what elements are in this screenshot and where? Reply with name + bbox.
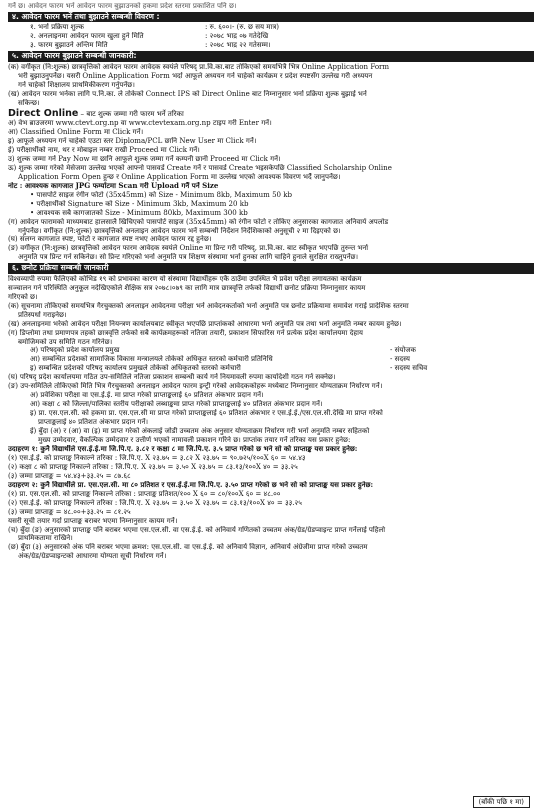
deadline-row <box>8 41 534 50</box>
s6-chha-line-2: अंक/ग्रेड/ग्रेडप्वाइन्टको आधारमा योग्यता सूची निर्धारण गर्ने। <box>18 552 167 561</box>
example-2-line: (२) एस.ई.ई. को प्राप्ताङ्क निकाल्ने तरिका : जि.पि.ए. X २३.७५ = ३.५० X २३.७५ = ८३.१३/१००X ४० = ३३.२५ <box>8 498 302 507</box>
step-i: इ) आफूले अध्ययन गर्न चाहेको एउटा स्तर Diploma/PCL छानि New User मा Click गर्ने। <box>8 136 257 145</box>
section-4-heading: ४. आवेदन फारम भर्ने तथा बुझाउने सम्बन्धी विवरण : <box>8 12 534 23</box>
deadline-value: : २०७८ भाद्र २२ गतेसम्म। <box>205 40 271 50</box>
committee-role: - सदस्य सचिव <box>390 363 428 373</box>
s5-nga-line-1: (ङ) वर्गीकृत (नि:शुल्क) छात्रवृत्तिको आवेदन फारम आवेदक स्वयंले Online मा प्रिन्ट गरी परिषद्, प्रा.वि.का. बाट स्वीकृत भएपछि तुरुन्त भर्ना <box>8 244 369 253</box>
s5-ga-line-1: (ग) आवेदन फारामको माध्यमबाट हालसालै खिचिएको पासपोर्ट साइज (35x45mm) को रंगीन फोटो र तोकिए अनुसारका कागजात अनिवार्य अपलोड <box>8 217 389 226</box>
direct-online-title <box>8 108 534 120</box>
step-a: अ) वेभ ब्राउजरमा www.ctevt.org.np वा www.ctevtexam.org.np टाइप गरी Enter गर्ने। <box>8 119 272 128</box>
open-date-label: २. अनलाइनमा आवेदन फारम खुला हुने मिति <box>30 32 144 41</box>
committee-row-secretary <box>8 364 534 373</box>
committee-row-member <box>8 355 534 364</box>
s5-gha-line: (घ) संलग्न कागजात स्पष्ट, फोटो र कागजात स्पष्ट नभए आवेदन फारम रद्द हुनेछ। <box>8 235 212 244</box>
example-2-line: (३) जम्मा प्राप्ताङ्क = ४८.००+३३.२५ = ८१.२५ <box>8 507 131 516</box>
s6-gha-line: (घ) परिषद् प्रदेश कार्यालयमा गठित उप-समितिले नतिजा प्रकाशन सम्बन्धी कार्य गर्न नियमावली रुपमा कार्यादेशी गठन गर्न सक्नेछ। <box>8 373 336 382</box>
fee-value: : रु. ६००।- (रु. छ सय मात्र) <box>205 22 279 32</box>
s6-cha-line-1: (च) बुँदा (ङ) अनुसारको प्राप्ताङ्क पनि बराबर भएमा एस.एल.सी. वा एस.ई.ई. को अनिवार्य गणितको उच्चतम अंक/ग्रेड/ग्रेडप्वाइन्ट प्राप्त गर्नेलाई पहिलो <box>8 525 386 534</box>
committee-row-convener <box>8 346 534 355</box>
step-u: उ) शुल्क जम्मा गर्न Pay Now मा छानि आफूले शुल्क जम्मा गर्ने कम्पनी छानी Proceed मा Click गर्ने। <box>8 154 281 163</box>
s6-cha-line-2: प्राथमिकतामा राखिने। <box>18 534 73 543</box>
upload-note: नोट : आवश्यक कागजात JPG फर्म्याटमा Scan गरी Upload गर्नै पर्ने Size <box>8 181 219 190</box>
direct-online-label: Direct Online <box>8 107 79 119</box>
example-2-title: उदाहरण २: कुनै विद्यार्थीले प्रा. एस.एल.सी. मा ८० प्रतिशत र एस.ई.ई.मा जि.पि.ए. ३.५० प्राप्त गरेको छ भने सो को प्राप्ताङ्क यस प्रकार हुनेछ: <box>8 480 374 489</box>
committee-member: आ) सम्बन्धित प्रदेशको सामाजिक विकास मन्त्रालयले तोकेको अधिकृत स्तरको कर्मचारी प्रतिनिधि <box>30 355 273 364</box>
example-1-line: (१) एस.ई.ई. को प्राप्ताङ्क निकाल्ने तरिका : जि.पि.ए. X २३.७५ = ३.८२ X २३.७५ = ९०.७२५/१००X ६० = ५४.४३ <box>8 453 306 462</box>
example-1-line: (२) कक्षा ८ को प्राप्ताङ्क निकाल्ने तरिका : जि.पि.ए. X २३.७५ = ३.५० X २३.७५ = ८३.१३/१००X ४० = ३३.२५ <box>8 462 298 471</box>
fee-row <box>8 23 534 32</box>
committee-member: अ) परिषद्को प्रदेश कार्यालय प्रमुख <box>30 346 120 355</box>
open-date-row <box>8 32 534 41</box>
documents-size-bullet: • आवश्यक सबै कागजातको Size - Minimum 80kb, Maximum 300 kb <box>30 208 248 217</box>
s5-kha-line-2: सकिन्छ। <box>18 98 40 107</box>
tie-rule-line: यसरी सूची तयार गर्दा प्राप्ताङ्क बराबर भएमा निम्नानुसार कायम गर्ने। <box>8 516 178 525</box>
step-uu: ऊ) शुल्क जम्मा गरेको मेसेजमा उल्लेख भएको आफ्नो पासवर्ड Create गर्ने र पासवर्ड Create भइसकेपछि Classified Scholarship Online <box>8 163 392 172</box>
section-5-heading: ५. आवेदन फारम बुझाउने सम्बन्धी जानकारी: <box>8 51 534 62</box>
committee-role: - संयोजक <box>390 345 416 355</box>
s5-kha-line-1: (ख) आवेदन फारम भर्नका लागि प.नि.का. ले तोकेको Connect IPS को Direct Online बाट निम्नानुसार भर्ना प्रक्रिया शुल्क बुझाई भर्न <box>8 89 367 98</box>
top-partial-line: गर्ने छ। आवेदन फारम भर्न आवेदन फारम बुझाउनको हकमा प्रदेश स्तरमा प्रकाशित पनि छ। <box>8 2 237 10</box>
example-2-line: (१) प्रा. एस.एल.सी. को प्राप्ताङ्क निकाल्ने तरिका : प्राप्ताङ्क प्रतिशत/१०० X ६० = ८०/१००X ६० = ४८.०० <box>8 489 281 498</box>
section-6-heading: ६. छनोट प्रक्रिया सम्बन्धी जानकारी <box>8 263 534 274</box>
s5-nga-line-2: अनुमति पत्र प्रिन्ट गर्न सकिनेछ। सो प्रिन्ट गरिएको भर्ना अनुमति पत्र शिक्षण संस्थामा भर्ना हुनका लागि चाहिने हुनाले सुरक्षित राख्नुपर्नेछ। <box>18 253 359 262</box>
s6-ga-line-1: (ग) डिप्लोमा तथा प्रमाणपत्र तहको छात्रवृत्ति तर्फको सबै कार्यक्रमहरूको नतिजा तयारी, प्रकाशन सिफारिस गर्न प्रत्येक प्रदेश कार्यालयमा देहाय <box>8 328 363 337</box>
committee-role: - सदस्य <box>390 354 410 364</box>
criteria-ii-cont: मुख्य उम्मेदवार, वैकल्पिक उम्मेदवार र उत्तीर्ण भएको नामावली प्रकाशन गरिने छ। प्राप्तांक तयार गर्ने तरिका यस प्रकार हुनेछ: <box>38 435 351 444</box>
s6-intro-line-1: विश्वव्यापी रुपमा फैलिएको कोभिड १९ को प्रभावका कारण यो संस्थामा विद्यार्थीहरू एकै ठाउँमा उपस्थित भै प्रवेश परीक्षा लगायतका कार्यक्रम <box>8 274 362 283</box>
example-1-title: उदाहरण १: कुनै विद्यार्थीले एस.ई.ई.मा जि.पि.ए. ३.८२ र कक्षा ८ मा जि.पि.ए. ३.५ प्राप्त गरेको छ भने सो को प्राप्ताङ्क यस प्रकार हुनेछ: <box>8 444 358 453</box>
s5-ka-line-2: भरी बुझाउनुपर्नेछ। यसरी Online Application Form भर्दा आफूले अध्ययन गर्न चाहेको कार्यक्रम र प्रदेश स्पष्टसँग उल्लेख गरी अध्ययन <box>18 71 373 80</box>
criteria-i: इ) प्रा. एस.एल.सी. को हकमा प्रा. एस.एल.सी मा प्राप्त गरेको प्राप्ताङ्कलाई ६० प्रतिशत अंकभार र एस.ई.ई./एस.एल.सी.देखि मा प्राप्त गरेको <box>30 409 383 418</box>
s5-ka-line-1: (क) वर्गीकृत (नि:शुल्क) छात्रवृत्तिको आवेदन फारम आवेदक स्वयंले परिषद् प्रा.वि.का.बाट तोकिएको समयभित्रै भित्र Online Application Form <box>8 62 390 71</box>
deadline-label: ३. फारम बुझाउने अन्तिम मिति <box>30 41 108 50</box>
continued-footer: (बाँकी पछि १ मा) <box>473 796 530 808</box>
example-1-line: (३) जम्मा प्राप्ताङ्क = ५४.४३+३३.२५ = ८७.६८ <box>8 471 131 480</box>
s6-intro-line-3: गरिएको छ। <box>8 292 38 301</box>
criteria-i-cont: प्राप्ताङ्कलाई ४० प्रतिशत अंकभार प्रदान गर्ने। <box>38 418 149 427</box>
step-ii: ई) परीक्षार्थीको नाम, थर र मोबाइल नम्बर राखी Proceed मा Click गर्ने। <box>8 145 200 154</box>
s5-ga-line-2: गर्नुपर्नेछ। वर्गीकृत (नि:शुल्क) छात्रवृत्तिको अनलाइन आवेदन फारम भर्ने सम्बन्धी निर्देशन निर्देशिकाको अनुसूची २ मा दिइएको छ। <box>18 226 341 235</box>
committee-member: इ) सम्बन्धित प्रदेशको परिषद् कार्यालय प्रमुखले तोकेको अधिकृतको स्तरको कर्मचारी <box>30 364 241 373</box>
criteria-aa: आ) कक्षा ८ को जिल्ला/पालिका स्तरीय परीक्षाको लब्धाङ्कमा प्राप्त गरेको प्राप्ताङ्कलाई ४० प्रतिशत अंकभार प्रदान गर्ने। <box>30 400 323 409</box>
criteria-a: अ) प्रवेशिका परीक्षा वा एस.ई.ई. मा प्राप्त गरेको प्राप्ताङ्कलाई ६० प्रतिशत अंकभार प्रदान गर्ने। <box>30 391 264 400</box>
s6-ka-line-1: (क) सूचनामा तोकिएको समयभित्र गैरचुक्तको अनलाइन आवेदनमा परीक्षा भर्न आवेदनकर्ताको भर्ना अनुमति पत्र छनोट प्रक्रियामा समावेश गराई प्रादेशिक स्तरमा <box>8 301 409 310</box>
photo-size-bullet: • पासपोर्ट साइज रंगीन फोटो (35x45mm) को Size - Minimum 8kb, Maximum 50 kb <box>30 190 293 199</box>
s6-kha-line: (ख) अनलाइनमा भरेको आवेदन परीक्षा नियन्त्रण कार्यालयबाट स्वीकृत भएपछि प्राप्तांकको आधारमा भर्ना अनुमति पत्र तथा भर्ना अनुमति नम्बर कायम हुनेछ। <box>8 319 402 328</box>
s6-intro-line-2: सञ्चालन गर्न परिस्थिति अनुकूल नदेखिएकोले शैक्षिक सत्र २०७८।०७९ का लागि मात्र छात्रवृत्ति तर्फको विद्यार्थी छनोट प्रक्रिया निम्नानुसार कायम <box>8 283 366 292</box>
fee-label: १. भर्ना प्रक्रिया शुल्क <box>30 23 84 32</box>
step-uu-cont: Application Form Open हुन्छ र Online Application Form मा उल्लेख भएको आवश्यक विवरण भर्दै जानुपर्नेछ। <box>18 172 341 181</box>
s6-ka-line-2: प्रतिस्पर्धा गराइनेछ। <box>18 310 67 319</box>
signature-size-bullet: • परीक्षार्थीको Signature को Size - Minimum 3kb, Maximum 20 kb <box>30 199 249 208</box>
s6-ga-line-2: बमोजिमको उप समिति गठन गरिनेछ। <box>18 337 113 346</box>
s6-nga-line: (ङ) उप-समितिले तोकिएको मिति भित्र गैरचुक्तको अनलाइन आवेदन फारम इन्ट्री गरेको आवेदककोहरू मध्येबाट निम्नानुसार योग्यताक्रम निर्धारण गर्ने। <box>8 382 383 391</box>
s5-ka-line-3: गर्न चाहेको शिक्षालय प्राथमिकीकरण गर्नुपर्नेछ। <box>18 80 135 89</box>
s6-chha-line-1: (छ) बुँदा (३) अनुसारको अंक पनि बराबर भएमा क्रमश: एस.एल.सी. वा एस.ई.ई. को अनिवार्य विज्ञान, अनिवार्य अंग्रेजीमा प्राप्त गरेको उच्चतम <box>8 543 368 552</box>
open-date-value: : २०७८ भाद्र ०७ गतेदेखि <box>205 31 269 41</box>
direct-online-rest: – बाट शुल्क जम्मा गरी फारम भर्ने तरिका <box>78 108 184 118</box>
step-aa: आ) Classified Online Form मा Click गर्ने। <box>8 128 144 137</box>
criteria-ii: ई) बुँदा (अ) र (आ) वा (इ) मा प्राप्त गरेको अंकलाई जोडी उच्चतम अंक अनुसार योग्यताक्रम निर्धारण गरी भर्ना अनुमति नम्बर सहितको <box>30 427 370 436</box>
